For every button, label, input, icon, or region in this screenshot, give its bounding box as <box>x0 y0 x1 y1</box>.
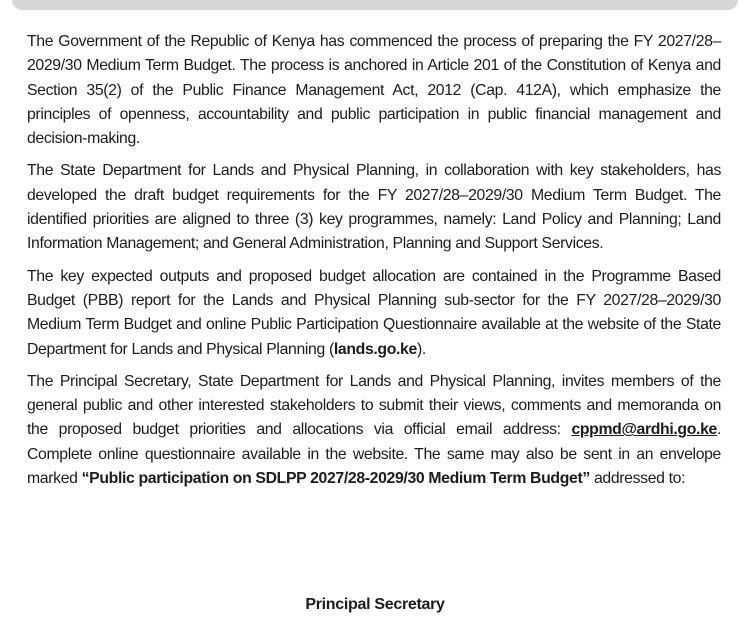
paragraph-budget-process: The Government of the Republic of Kenya has commenced the process of preparing the FY 2027/28–2029/30 Medium Term Budget. The process is anchored in Article 201 of the Constitution of Kenya and Section 35(2) of the Public Finance Management Act, 2012 (Cap. 412A), which emphasize the principles of openness, accountability and public participation in public financial management and decision-making. <box>27 33 721 148</box>
invitation-text-end: addressed to: <box>589 470 686 488</box>
paragraph-draft-requirements: The State Department for Lands and Physical Planning, in collaboration with key stakeholders, has developed the draft budget requirements for the FY 2027/28–2029/30 Medium Term Budget. The identified priorities are aligned to three (3) key programmes, namely: Land Policy and Planning; Land Information Management; and General Administration, Planning and Support Services. <box>27 162 721 253</box>
outputs-text-end: ). <box>416 340 426 358</box>
addressee-title: Principal Secretary <box>305 596 445 613</box>
email-link[interactable]: cppmd@ardhi.go.ke <box>571 421 717 439</box>
paragraph-invitation <box>27 370 721 491</box>
outputs-text: The key expected outputs and proposed budget allocation are contained in the Programme Based Budget (PBB) report for the Lands and Physical Planning sub-sector for the FY 2027/28–2029/30 Medium Term Budget and online Public Participation Questionnaire available at the website of the State Department for Lands and Physical Planning ( <box>27 267 721 358</box>
top-banner-bar <box>12 0 738 10</box>
notice-body <box>27 30 721 499</box>
invitation-text: The Principal Secretary, State Department for Lands and Physical Planning, invites members of the general public and other interested stakeholders to submit their views, comments and memoranda on the proposed budget priorities and allocations via official email address: <box>27 372 721 439</box>
paragraph-expected-outputs <box>27 265 721 362</box>
envelope-marking: “Public participation on SDLPP 2027/28-2029/30 Medium Term Budget” <box>81 470 590 488</box>
website-link[interactable]: lands.go.ke <box>333 340 417 358</box>
invitation-text-mid: . Complete online questionnaire available in the website. The same may also be sent in an envelope marked <box>27 421 721 488</box>
